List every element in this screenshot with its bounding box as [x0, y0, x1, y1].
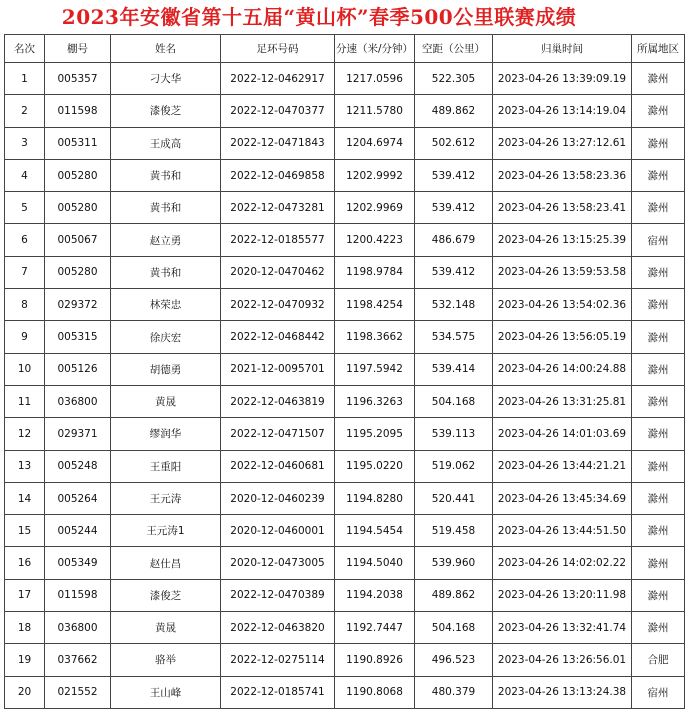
- cell-loft-id: 005248: [45, 450, 111, 482]
- cell-speed: 1202.9969: [335, 192, 415, 224]
- table-row: [5, 95, 685, 127]
- cell-arrival-time: 2023-04-26 13:39:09.19: [493, 63, 632, 95]
- cell-arrival-time: 2023-04-26 13:20:11.98: [493, 579, 632, 611]
- cell-arrival-time: 2023-04-26 13:58:23.41: [493, 192, 632, 224]
- cell-distance: 489.862: [415, 579, 493, 611]
- cell-ring-number: 2022-12-0470389: [221, 579, 335, 611]
- cell-rank: 20: [5, 676, 45, 708]
- cell-distance: 539.960: [415, 547, 493, 579]
- header-region: 所属地区: [632, 35, 685, 63]
- table-row: [5, 515, 685, 547]
- cell-region: 滁州: [632, 63, 685, 95]
- cell-speed: 1211.5780: [335, 95, 415, 127]
- cell-speed: 1195.2095: [335, 418, 415, 450]
- cell-arrival-time: 2023-04-26 13:27:12.61: [493, 127, 632, 159]
- cell-rank: 13: [5, 450, 45, 482]
- cell-distance: 519.458: [415, 515, 493, 547]
- cell-speed: 1197.5942: [335, 353, 415, 385]
- cell-ring-number: 2022-12-0185577: [221, 224, 335, 256]
- cell-speed: 1198.3662: [335, 321, 415, 353]
- cell-region: 滁州: [632, 353, 685, 385]
- cell-loft-id: 005349: [45, 547, 111, 579]
- cell-name: 骆举: [111, 644, 221, 676]
- cell-loft-id: 005067: [45, 224, 111, 256]
- cell-speed: 1194.5454: [335, 515, 415, 547]
- cell-name: 赵立勇: [111, 224, 221, 256]
- cell-arrival-time: 2023-04-26 13:31:25.81: [493, 385, 632, 417]
- cell-loft-id: 005357: [45, 63, 111, 95]
- cell-ring-number: 2022-12-0463819: [221, 385, 335, 417]
- cell-loft-id: 036800: [45, 385, 111, 417]
- cell-ring-number: 2022-12-0470932: [221, 289, 335, 321]
- cell-region: 宿州: [632, 676, 685, 708]
- table-row: [5, 256, 685, 288]
- cell-distance: 504.168: [415, 385, 493, 417]
- cell-rank: 6: [5, 224, 45, 256]
- cell-ring-number: 2022-12-0471843: [221, 127, 335, 159]
- results-body: [5, 63, 685, 709]
- cell-ring-number: 2022-12-0462917: [221, 63, 335, 95]
- cell-name: 胡德勇: [111, 353, 221, 385]
- cell-region: 合肥: [632, 644, 685, 676]
- cell-region: 滁州: [632, 289, 685, 321]
- cell-rank: 18: [5, 612, 45, 644]
- cell-loft-id: 005126: [45, 353, 111, 385]
- cell-distance: 489.862: [415, 95, 493, 127]
- cell-arrival-time: 2023-04-26 13:56:05.19: [493, 321, 632, 353]
- cell-name: 黄书和: [111, 192, 221, 224]
- cell-speed: 1190.8068: [335, 676, 415, 708]
- cell-region: 滁州: [632, 482, 685, 514]
- cell-distance: 486.679: [415, 224, 493, 256]
- table-row: [5, 159, 685, 191]
- cell-ring-number: 2022-12-0468442: [221, 321, 335, 353]
- cell-speed: 1190.8926: [335, 644, 415, 676]
- cell-name: 王元涛1: [111, 515, 221, 547]
- table-row: [5, 321, 685, 353]
- cell-arrival-time: 2023-04-26 13:13:24.38: [493, 676, 632, 708]
- cell-loft-id: 005280: [45, 159, 111, 191]
- header-rank: 名次: [5, 35, 45, 63]
- cell-distance: 539.414: [415, 353, 493, 385]
- table-row: [5, 418, 685, 450]
- cell-distance: 504.168: [415, 612, 493, 644]
- cell-loft-id: 029371: [45, 418, 111, 450]
- cell-arrival-time: 2023-04-26 13:54:02.36: [493, 289, 632, 321]
- cell-arrival-time: 2023-04-26 13:26:56.01: [493, 644, 632, 676]
- cell-rank: 4: [5, 159, 45, 191]
- cell-ring-number: 2022-12-0275114: [221, 644, 335, 676]
- header-loft-id: 棚号: [45, 35, 111, 63]
- cell-ring-number: 2022-12-0471507: [221, 418, 335, 450]
- cell-name: 赵仕昌: [111, 547, 221, 579]
- table-row: [5, 644, 685, 676]
- cell-rank: 1: [5, 63, 45, 95]
- cell-ring-number: 2022-12-0470377: [221, 95, 335, 127]
- cell-speed: 1194.2038: [335, 579, 415, 611]
- cell-rank: 10: [5, 353, 45, 385]
- cell-speed: 1195.0220: [335, 450, 415, 482]
- cell-arrival-time: 2023-04-26 14:01:03.69: [493, 418, 632, 450]
- cell-loft-id: 005280: [45, 192, 111, 224]
- cell-arrival-time: 2023-04-26 13:59:53.58: [493, 256, 632, 288]
- table-row: [5, 547, 685, 579]
- cell-distance: 519.062: [415, 450, 493, 482]
- header-arrival-time: 归巢时间: [493, 35, 632, 63]
- cell-speed: 1196.3263: [335, 385, 415, 417]
- cell-ring-number: 2022-12-0463820: [221, 612, 335, 644]
- header-distance: 空距（公里）: [415, 35, 493, 63]
- cell-region: 滁州: [632, 450, 685, 482]
- cell-loft-id: 005244: [45, 515, 111, 547]
- table-row: [5, 676, 685, 708]
- table-row: [5, 450, 685, 482]
- cell-distance: 539.412: [415, 192, 493, 224]
- cell-name: 王成高: [111, 127, 221, 159]
- cell-arrival-time: 2023-04-26 13:44:51.50: [493, 515, 632, 547]
- cell-distance: 522.305: [415, 63, 493, 95]
- cell-name: 黄书和: [111, 256, 221, 288]
- header-speed: 分速（米/分钟）: [335, 35, 415, 63]
- cell-rank: 8: [5, 289, 45, 321]
- cell-ring-number: 2022-12-0185741: [221, 676, 335, 708]
- cell-arrival-time: 2023-04-26 13:44:21.21: [493, 450, 632, 482]
- cell-loft-id: 021552: [45, 676, 111, 708]
- cell-rank: 15: [5, 515, 45, 547]
- cell-rank: 12: [5, 418, 45, 450]
- cell-speed: 1200.4223: [335, 224, 415, 256]
- cell-region: 滁州: [632, 579, 685, 611]
- page-title: 2023年安徽省第十五届“黄山杯”春季500公里联赛成绩: [61, 5, 577, 29]
- cell-region: 滁州: [632, 547, 685, 579]
- cell-loft-id: 005280: [45, 256, 111, 288]
- cell-distance: 534.575: [415, 321, 493, 353]
- cell-name: 缪润华: [111, 418, 221, 450]
- table-row: [5, 63, 685, 95]
- header-name: 姓名: [111, 35, 221, 63]
- cell-speed: 1194.8280: [335, 482, 415, 514]
- cell-loft-id: 037662: [45, 644, 111, 676]
- cell-rank: 14: [5, 482, 45, 514]
- cell-rank: 19: [5, 644, 45, 676]
- cell-region: 滁州: [632, 256, 685, 288]
- cell-loft-id: 036800: [45, 612, 111, 644]
- cell-speed: 1204.6974: [335, 127, 415, 159]
- cell-rank: 9: [5, 321, 45, 353]
- results-table: [4, 34, 685, 709]
- cell-name: 徐庆宏: [111, 321, 221, 353]
- cell-rank: 16: [5, 547, 45, 579]
- cell-rank: 2: [5, 95, 45, 127]
- cell-name: 刁大华: [111, 63, 221, 95]
- cell-rank: 5: [5, 192, 45, 224]
- cell-name: 王山峰: [111, 676, 221, 708]
- cell-rank: 11: [5, 385, 45, 417]
- cell-arrival-time: 2023-04-26 13:32:41.74: [493, 612, 632, 644]
- cell-region: 滁州: [632, 418, 685, 450]
- cell-distance: 496.523: [415, 644, 493, 676]
- cell-name: 林荣忠: [111, 289, 221, 321]
- cell-name: 漆俊芝: [111, 95, 221, 127]
- cell-name: 王元涛: [111, 482, 221, 514]
- cell-name: 漆俊芝: [111, 579, 221, 611]
- table-row: [5, 127, 685, 159]
- cell-speed: 1198.4254: [335, 289, 415, 321]
- cell-rank: 3: [5, 127, 45, 159]
- cell-arrival-time: 2023-04-26 13:45:34.69: [493, 482, 632, 514]
- cell-distance: 539.412: [415, 159, 493, 191]
- cell-region: 滁州: [632, 515, 685, 547]
- cell-speed: 1194.5040: [335, 547, 415, 579]
- cell-name: 黄晟: [111, 612, 221, 644]
- cell-region: 滁州: [632, 192, 685, 224]
- cell-rank: 7: [5, 256, 45, 288]
- cell-ring-number: 2022-12-0473281: [221, 192, 335, 224]
- table-row: [5, 224, 685, 256]
- cell-loft-id: 005311: [45, 127, 111, 159]
- cell-region: 滁州: [632, 385, 685, 417]
- cell-name: 王重阳: [111, 450, 221, 482]
- cell-ring-number: 2020-12-0460239: [221, 482, 335, 514]
- cell-name: 黄晟: [111, 385, 221, 417]
- cell-speed: 1202.9992: [335, 159, 415, 191]
- cell-name: 黄书和: [111, 159, 221, 191]
- header-ring-number: 足环号码: [221, 35, 335, 63]
- cell-region: 滁州: [632, 612, 685, 644]
- cell-ring-number: 2020-12-0473005: [221, 547, 335, 579]
- cell-region: 滁州: [632, 127, 685, 159]
- table-row: [5, 385, 685, 417]
- cell-distance: 480.379: [415, 676, 493, 708]
- cell-arrival-time: 2023-04-26 13:14:19.04: [493, 95, 632, 127]
- cell-distance: 520.441: [415, 482, 493, 514]
- cell-speed: 1198.9784: [335, 256, 415, 288]
- cell-arrival-time: 2023-04-26 13:58:23.36: [493, 159, 632, 191]
- cell-rank: 17: [5, 579, 45, 611]
- cell-arrival-time: 2023-04-26 14:02:02.22: [493, 547, 632, 579]
- cell-loft-id: 005315: [45, 321, 111, 353]
- cell-ring-number: 2021-12-0095701: [221, 353, 335, 385]
- cell-distance: 539.412: [415, 256, 493, 288]
- cell-loft-id: 005264: [45, 482, 111, 514]
- cell-loft-id: 011598: [45, 95, 111, 127]
- cell-ring-number: 2020-12-0470462: [221, 256, 335, 288]
- cell-distance: 539.113: [415, 418, 493, 450]
- table-row: [5, 353, 685, 385]
- cell-ring-number: 2022-12-0460681: [221, 450, 335, 482]
- table-row: [5, 612, 685, 644]
- cell-ring-number: 2022-12-0469858: [221, 159, 335, 191]
- table-row: [5, 482, 685, 514]
- table-row: [5, 192, 685, 224]
- cell-ring-number: 2020-12-0460001: [221, 515, 335, 547]
- cell-distance: 502.612: [415, 127, 493, 159]
- cell-region: 滁州: [632, 95, 685, 127]
- cell-region: 滁州: [632, 321, 685, 353]
- cell-speed: 1192.7447: [335, 612, 415, 644]
- cell-distance: 532.148: [415, 289, 493, 321]
- cell-speed: 1217.0596: [335, 63, 415, 95]
- cell-loft-id: 029372: [45, 289, 111, 321]
- cell-region: 宿州: [632, 224, 685, 256]
- table-row: [5, 579, 685, 611]
- cell-arrival-time: 2023-04-26 14:00:24.88: [493, 353, 632, 385]
- table-row: [5, 289, 685, 321]
- cell-loft-id: 011598: [45, 579, 111, 611]
- header-row: [5, 35, 685, 63]
- cell-arrival-time: 2023-04-26 13:15:25.39: [493, 224, 632, 256]
- cell-region: 滁州: [632, 159, 685, 191]
